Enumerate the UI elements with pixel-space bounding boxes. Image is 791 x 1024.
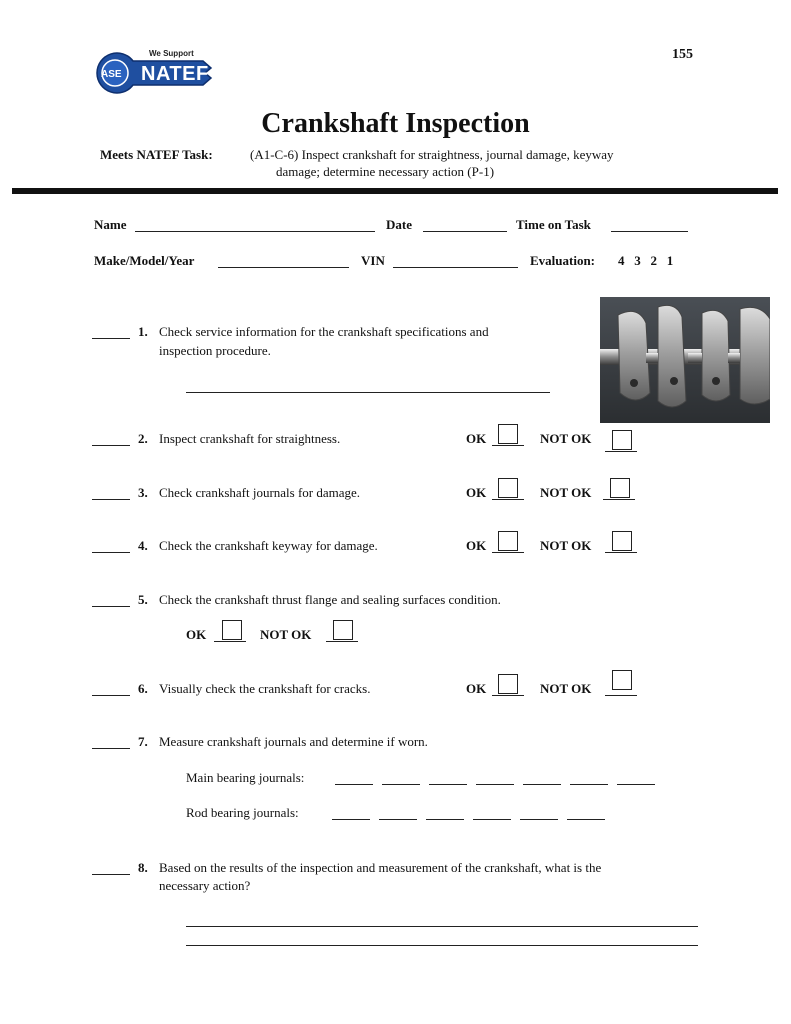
rod-bearing-journals-label: Rod bearing journals: (186, 805, 299, 820)
step-5-ok-checkbox[interactable] (222, 620, 242, 640)
vin-label: VIN (361, 253, 385, 268)
step-2-not-ok-checkbox[interactable] (612, 430, 632, 450)
step-7-number: 7. (138, 734, 148, 749)
step-2-not-ok-underline (605, 451, 637, 452)
step-8-answer-line[interactable] (186, 945, 698, 946)
name-field[interactable] (135, 231, 375, 232)
make-model-year-label: Make/Model/Year (94, 253, 195, 268)
step-6-number: 6. (138, 681, 148, 696)
step-5-ok-underline (214, 641, 246, 642)
step-5-number: 5. (138, 592, 148, 607)
step-4-ok-underline (492, 552, 524, 553)
date-label: Date (386, 217, 412, 232)
step-3-not-ok-underline (603, 499, 635, 500)
step-1-text: Check service information for the crankshaft specifications and (159, 324, 489, 339)
step-6-text: Visually check the crankshaft for cracks. (159, 681, 371, 696)
step-8-text-line-2: necessary action? (159, 878, 251, 893)
step-2-text: Inspect crankshaft for straightness. (159, 431, 341, 446)
main-journal-field[interactable] (382, 784, 420, 785)
crankshaft-photo (600, 297, 770, 423)
name-label: Name (94, 217, 127, 232)
rod-journal-field[interactable] (473, 819, 511, 820)
step-8-check-field[interactable] (92, 874, 130, 875)
time-on-task-label: Time on Task (516, 217, 591, 232)
step-4-text: Check the crankshaft keyway for damage. (159, 538, 378, 553)
header-rule (12, 188, 778, 194)
rod-journal-field[interactable] (332, 819, 370, 820)
step-3-text: Check crankshaft journals for damage. (159, 485, 361, 500)
step-2-ok-underline (492, 445, 524, 446)
step-5-not-ok-underline (326, 641, 358, 642)
main-journal-field[interactable] (570, 784, 608, 785)
step-3-number: 3. (138, 485, 148, 500)
logo-top-text: We Support (149, 49, 194, 58)
step-4-not-ok-label: NOT OK (540, 538, 592, 553)
step-5-ok-label: OK (186, 627, 207, 642)
step-4-not-ok-checkbox[interactable] (612, 531, 632, 551)
step-3-not-ok-checkbox[interactable] (610, 478, 630, 498)
task-line-2: damage; determine necessary action (P-1) (276, 164, 495, 179)
step-5-check-field[interactable] (92, 606, 130, 607)
page-number: 155 (672, 47, 693, 62)
step-2-check-field[interactable] (92, 445, 130, 446)
step-6-not-ok-underline (605, 695, 637, 696)
step-4-ok-label: OK (466, 538, 487, 553)
step-5-text: Check the crankshaft thrust flange and sealing surfaces condition. (159, 592, 501, 607)
task-line-1: (A1-C-6) Inspect crankshaft for straightness, journal damage, keyway (250, 147, 614, 162)
main-journal-field[interactable] (335, 784, 373, 785)
main-journal-field[interactable] (429, 784, 467, 785)
step-4-not-ok-underline (605, 552, 637, 553)
vin-field[interactable] (393, 267, 518, 268)
step-1-answer-line[interactable] (186, 392, 550, 393)
step-2-ok-checkbox[interactable] (498, 424, 518, 444)
step-3-ok-underline (492, 499, 524, 500)
step-3-not-ok-label: NOT OK (540, 485, 592, 500)
step-6-not-ok-checkbox[interactable] (612, 670, 632, 690)
step-7-check-field[interactable] (92, 748, 130, 749)
rod-journal-field[interactable] (567, 819, 605, 820)
step-6-not-ok-label: NOT OK (540, 681, 592, 696)
step-1-check-field[interactable] (92, 338, 130, 339)
step-3-ok-label: OK (466, 485, 487, 500)
step-1-text-line-2: inspection procedure. (159, 343, 271, 358)
step-1-number: 1. (138, 324, 148, 339)
step-6-ok-checkbox[interactable] (498, 674, 518, 694)
step-4-check-field[interactable] (92, 552, 130, 553)
task-label: Meets NATEF Task: (100, 147, 213, 162)
crankshaft-image (600, 297, 770, 423)
step-6-ok-label: OK (466, 681, 487, 696)
step-8-text: Based on the results of the inspection and measurement of the crankshaft, what is the (159, 860, 602, 875)
step-8-answer-line[interactable] (186, 926, 698, 927)
step-8-number: 8. (138, 860, 148, 875)
step-2-ok-label: OK (466, 431, 487, 446)
step-5-not-ok-label: NOT OK (260, 627, 312, 642)
date-field[interactable] (423, 231, 507, 232)
step-4-number: 4. (138, 538, 148, 553)
make-model-year-field[interactable] (218, 267, 349, 268)
natef-logo (95, 46, 217, 100)
step-6-check-field[interactable] (92, 695, 130, 696)
rod-journal-field[interactable] (520, 819, 558, 820)
evaluation-label: Evaluation: (530, 253, 596, 268)
logo-main-text: NATEF (141, 63, 209, 85)
rod-journal-field[interactable] (379, 819, 417, 820)
step-6-ok-underline (492, 695, 524, 696)
main-journal-field[interactable] (617, 784, 655, 785)
step-5-not-ok-checkbox[interactable] (333, 620, 353, 640)
main-journal-field[interactable] (523, 784, 561, 785)
step-4-ok-checkbox[interactable] (498, 531, 518, 551)
step-2-number: 2. (138, 431, 148, 446)
evaluation-scale[interactable]: 4 3 2 1 (618, 253, 674, 268)
page-title: Crankshaft Inspection (261, 108, 530, 139)
step-3-check-field[interactable] (92, 499, 130, 500)
step-2-not-ok-label: NOT OK (540, 431, 592, 446)
rod-journal-field[interactable] (426, 819, 464, 820)
step-7-text: Measure crankshaft journals and determine if worn. (159, 734, 428, 749)
time-on-task-field[interactable] (611, 231, 688, 232)
main-bearing-journals-label: Main bearing journals: (186, 770, 305, 785)
main-journal-field[interactable] (476, 784, 514, 785)
ase-badge-text: ASE (101, 69, 122, 80)
step-3-ok-checkbox[interactable] (498, 478, 518, 498)
